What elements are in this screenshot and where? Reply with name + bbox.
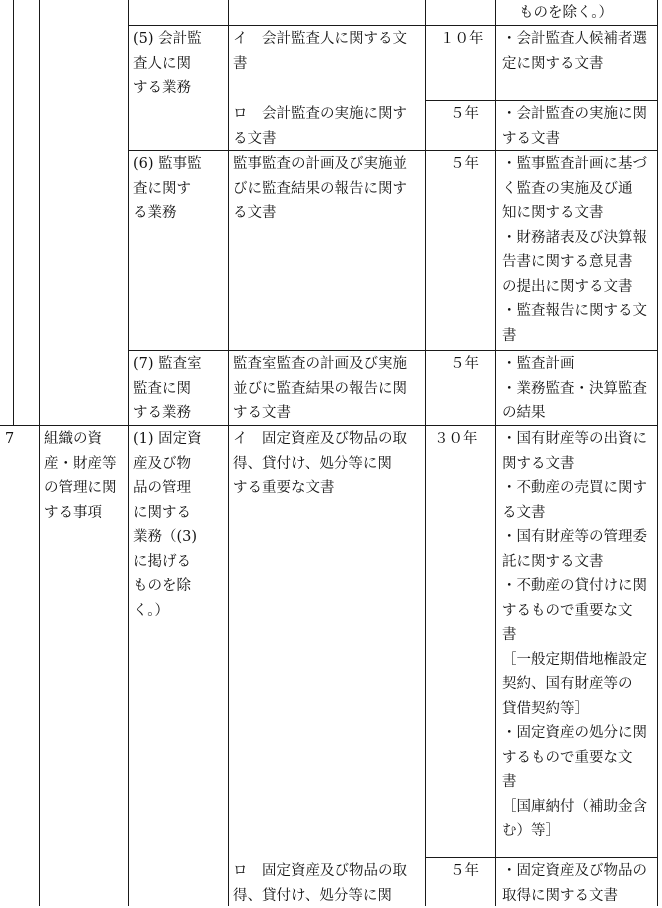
examples-text: ものを除く。） — [519, 1, 613, 26]
task-name: (7) 監査室 — [133, 352, 202, 377]
row-divider-5-ro — [425, 100, 658, 101]
examples-text: ・会計監査の実施に関 — [502, 102, 647, 127]
examples-text: 貸借契約等］ — [502, 697, 589, 722]
examples-text: ・監事監査計画に基づ — [502, 152, 647, 177]
examples-text: ・監査計画 — [502, 352, 575, 377]
examples-text: く監査の実施及び通 — [502, 177, 633, 202]
examples-text: る文書 — [502, 501, 546, 526]
examples-text: ・不動産の貸付けに関 — [502, 574, 647, 599]
task-name: 品の管理 — [133, 476, 191, 501]
document-type: 監査室監査の計画及び実施 — [233, 352, 407, 377]
task-name: く。） — [133, 599, 169, 624]
examples-text: ・監査報告に関する文 — [502, 299, 647, 324]
col-line-right — [657, 0, 658, 906]
document-type: びに監査結果の報告に関す — [233, 177, 407, 202]
examples-text: ［一般定期借地権設定 — [502, 648, 647, 673]
task-name: に関する — [133, 501, 191, 526]
document-type: イ 固定資産及び物品の取 — [233, 427, 407, 452]
examples-text: ・財務諸表及び決算報 — [502, 226, 647, 251]
document-type: る文書 — [233, 201, 277, 226]
col-line-d — [228, 0, 229, 906]
examples-text: する文書 — [502, 127, 560, 152]
task-name: する業務 — [133, 401, 191, 426]
retention-period: １０年 — [440, 27, 484, 52]
section-number: 7 — [5, 427, 14, 452]
examples-text: ・国有財産等の出資に — [502, 427, 647, 452]
document-type: 並びに監査結果の報告に関 — [233, 377, 407, 402]
examples-text: ・業務監査・決算監査 — [502, 377, 647, 402]
task-name: 査に関す — [133, 177, 191, 202]
examples-text: 書 — [502, 324, 517, 349]
document-type: 書 — [233, 52, 248, 77]
task-name: ものを除 — [133, 574, 191, 599]
examples-text: 関する文書 — [502, 452, 575, 477]
task-name: 査人に関 — [133, 52, 191, 77]
examples-text: ・固定資産の処分に関 — [502, 721, 647, 746]
category-name: 組織の資 — [44, 427, 102, 452]
retention-period: ５年 — [450, 152, 479, 177]
examples-text: ［国庫納付（補助金含 — [502, 795, 647, 820]
examples-text: 契約、国有財産等の — [502, 672, 633, 697]
task-name: 業務（(3) — [133, 525, 197, 550]
examples-text: 定に関する文書 — [502, 52, 604, 77]
examples-text: するもので重要な文 — [502, 746, 633, 771]
examples-text: の提出に関する文書 — [502, 275, 633, 300]
task-name: (5) 会計監 — [133, 27, 202, 52]
retention-period: ５年 — [450, 102, 479, 127]
category-name: する事項 — [44, 501, 102, 526]
row-divider-7 — [128, 350, 658, 351]
task-name: る業務 — [133, 201, 177, 226]
examples-text: 取得に関する文書 — [502, 884, 618, 908]
task-name: に掲げる — [133, 550, 191, 575]
task-name: (6) 監事監 — [133, 152, 202, 177]
row-divider-6 — [128, 150, 658, 151]
document-type: イ 会計監査人に関する文 — [233, 27, 407, 52]
document-type: ロ 会計監査の実施に関す — [233, 102, 407, 127]
examples-text: ・国有財産等の管理委 — [502, 525, 647, 550]
document-type: 得、貸付け、処分等に関 — [233, 884, 392, 908]
col-line-c — [128, 0, 129, 906]
retention-period: ３０年 — [434, 427, 478, 452]
section-divider-7 — [0, 425, 658, 426]
document-type: する重要な文書 — [233, 476, 335, 501]
examples-text: の結果 — [502, 401, 546, 426]
document-type: る文書 — [233, 127, 277, 152]
examples-text: む）等］ — [502, 819, 560, 844]
examples-text: 書 — [502, 623, 517, 648]
document-type: 得、貸付け、処分等に関 — [233, 452, 392, 477]
retention-period: ５年 — [450, 352, 479, 377]
retention-period: ５年 — [450, 859, 479, 884]
document-type: する文書 — [233, 401, 291, 426]
col-line-e — [425, 0, 426, 906]
task-name: 産及び物 — [133, 452, 191, 477]
task-name: 監査に関 — [133, 377, 191, 402]
row-divider-section7-ro — [425, 857, 658, 858]
col-line-f — [495, 0, 496, 906]
examples-text: 託に関する文書 — [502, 550, 604, 575]
document-type: ロ 固定資産及び物品の取 — [233, 859, 407, 884]
examples-text: ・固定資産及び物品の — [502, 859, 647, 884]
examples-text: 書 — [502, 770, 517, 795]
task-name: する業務 — [133, 76, 191, 101]
category-name: 産・財産等 — [44, 452, 117, 477]
document-type: 監事監査の計画及び実施並 — [233, 152, 407, 177]
examples-text: ・会計監査人候補者選 — [502, 27, 647, 52]
examples-text: 知に関する文書 — [502, 201, 604, 226]
category-name: の管理に関 — [44, 476, 117, 501]
task-name: (1) 固定資 — [133, 427, 202, 452]
col-line-b — [39, 0, 40, 906]
examples-text: 告書に関する意見書 — [502, 250, 633, 275]
col-line-a — [13, 0, 14, 425]
examples-text: ・不動産の売買に関す — [502, 476, 647, 501]
examples-text: するもので重要な文 — [502, 599, 633, 624]
